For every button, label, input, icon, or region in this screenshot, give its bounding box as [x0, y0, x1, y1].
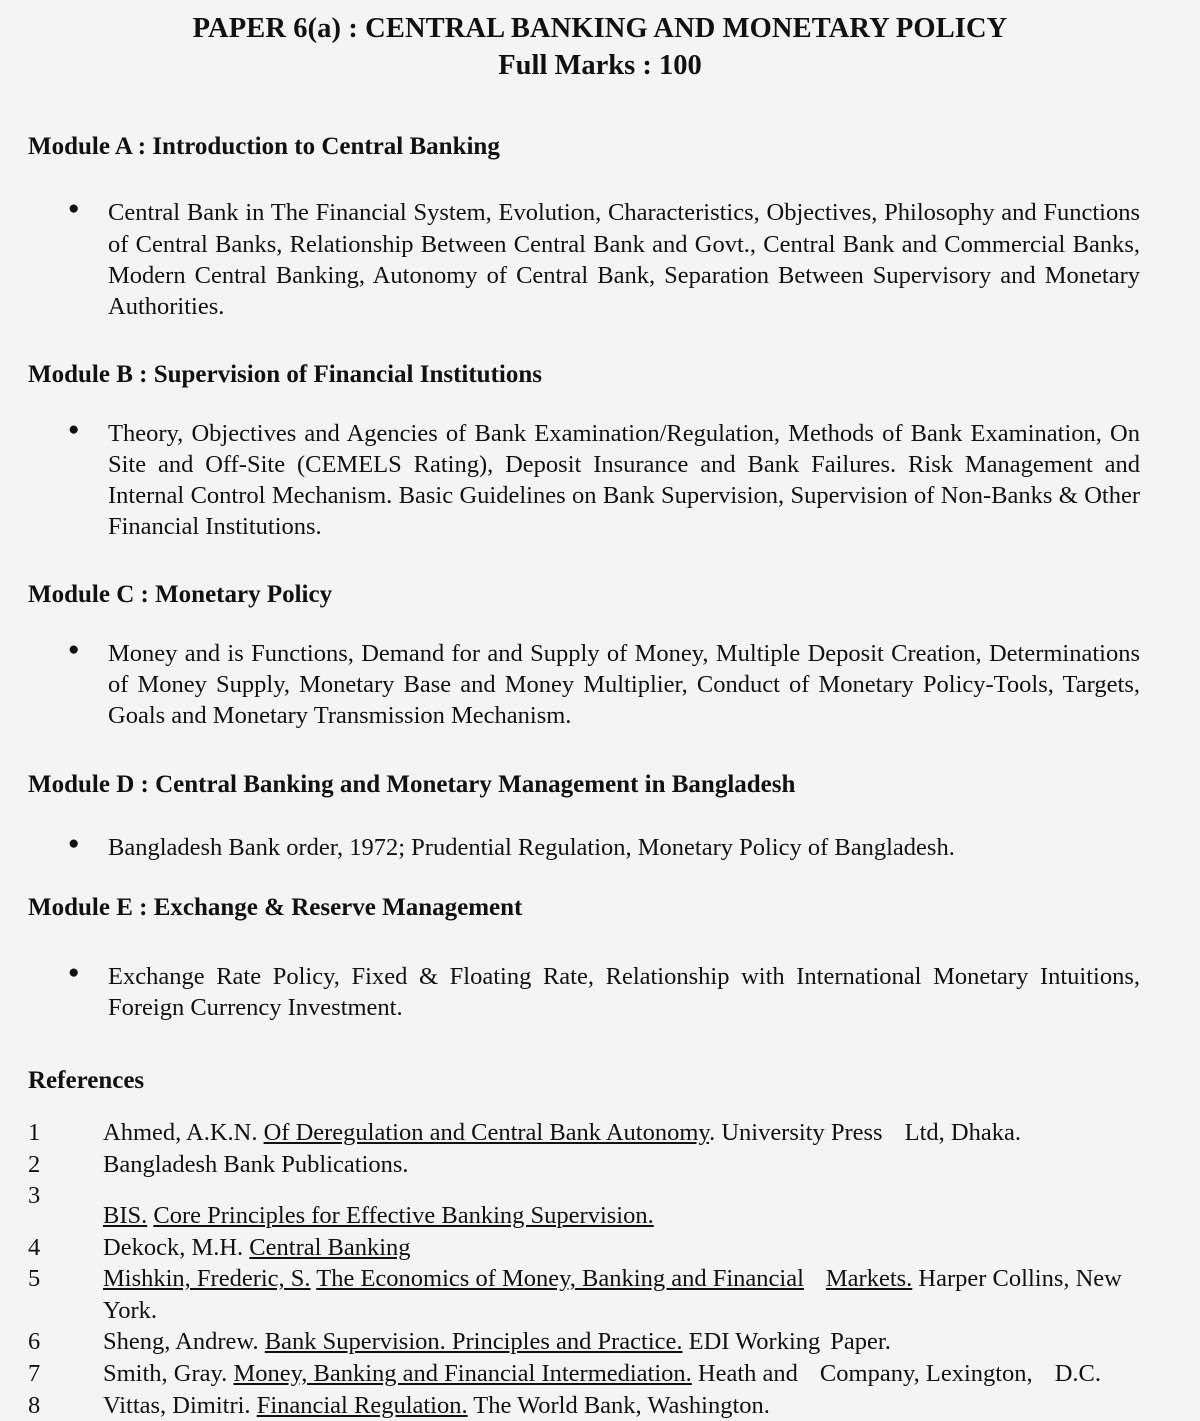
- reference-item: [0, 1358, 1200, 1390]
- reference-title-underlined: Financial Regulation.: [256, 1391, 468, 1419]
- reference-text: [103, 1151, 409, 1178]
- reference-text-segment: Company, Lexington,: [819, 1360, 1033, 1388]
- bullet-point-icon: ●: [68, 418, 80, 440]
- references-section: [0, 1023, 1200, 1421]
- page-title: PAPER 6(a) : CENTRAL BANKING AND MONETARY POLICY: [192, 13, 1008, 44]
- module-section-b: [0, 322, 1200, 542]
- module-section-e: [0, 863, 1200, 1023]
- reference-title-underlined: Markets.: [825, 1265, 913, 1293]
- module-bullet: [0, 800, 1200, 863]
- reference-title-underlined: Mishkin, Frederic, S.: [103, 1265, 311, 1293]
- reference-number: 7: [28, 1360, 41, 1388]
- reference-text: [103, 1328, 891, 1355]
- module-section-a: [0, 83, 1200, 321]
- reference-number: 1: [28, 1118, 41, 1146]
- bullet-point-icon: ●: [68, 198, 80, 220]
- reference-number: 4: [28, 1233, 41, 1261]
- reference-item: [0, 1180, 1200, 1232]
- reference-text-segment: Paper.: [830, 1328, 891, 1356]
- reference-number: 5: [28, 1265, 41, 1293]
- reference-number: 8: [28, 1391, 41, 1419]
- reference-title-underlined: BIS.: [103, 1202, 148, 1230]
- module-bullet: [0, 162, 1200, 321]
- title-block: [0, 0, 1200, 83]
- module-bullet-text: Theory, Objectives and Agencies of Bank Examination/Regulation, Methods of Bank Examination, On Site and Off-Site (CEMELS Rating), Deposit Insurance and Bank Failures. Risk Management and Internal Control Mechanism. Basic Guidelines on Bank Supervision, Supervision of Non-Banks & Other Financial Institutions.: [108, 419, 1140, 541]
- module-bullet: [0, 923, 1200, 1023]
- reference-item: [0, 1149, 1200, 1181]
- reference-text: [103, 1234, 411, 1261]
- bullet-point-icon: ●: [68, 639, 80, 661]
- reference-text-segment: Sheng, Andrew.: [103, 1328, 265, 1356]
- references-heading: References: [28, 1066, 145, 1094]
- bullet-point-icon: ●: [68, 961, 80, 983]
- reference-text-segment: Ltd, Dhaka.: [904, 1118, 1021, 1146]
- reference-number: 6: [28, 1328, 41, 1356]
- module-bullet-text: Central Bank in The Financial System, Evolution, Characteristics, Objectives, Philosophy and Functions of Central Banks, Relationship Between Central Bank and Govt., Central Bank and Commercial Banks, Modern Central Banking, Autonomy of Central Bank, Separation Between Supervisory and Monetary Authorities.: [108, 199, 1140, 320]
- module-bullet-list: [0, 390, 1200, 542]
- module-heading: Module A : Introduction to Central Banking: [28, 133, 500, 161]
- reference-item: [0, 1263, 1200, 1326]
- modules-container: [0, 83, 1200, 1023]
- module-bullet-list: [0, 162, 1200, 321]
- module-bullet-text: Money and is Functions, Demand for and Supply of Money, Multiple Deposit Creation, Determinations of Money Supply, Monetary Base and Money Multiplier, Conduct of Monetary Policy-Tools, Targets, Goals and Monetary Transmission Mechanism.: [108, 640, 1140, 730]
- module-heading: Module D : Central Banking and Monetary Management in Bangladesh: [28, 770, 796, 798]
- module-bullet-list: [0, 800, 1200, 863]
- reference-text-segment: D.C.: [1054, 1360, 1101, 1388]
- reference-text-segment: EDI Working: [682, 1328, 821, 1356]
- bullet-point-icon: ●: [68, 832, 80, 854]
- reference-item: [0, 1390, 1200, 1421]
- reference-title-underlined: The Economics of Money, Banking and Financial: [316, 1265, 804, 1293]
- reference-title-underlined: Central Banking: [249, 1233, 411, 1261]
- module-heading: Module C : Monetary Policy: [28, 581, 333, 609]
- module-bullet-list: [0, 610, 1200, 731]
- module-bullet-list: [0, 923, 1200, 1023]
- reference-title-underlined: Bank Supervision. Principles and Practice.: [264, 1328, 683, 1356]
- reference-title-underlined: Money, Banking and Financial Intermediation.: [233, 1360, 692, 1388]
- reference-text-segment: Heath and: [691, 1360, 798, 1388]
- reference-item: [0, 1326, 1200, 1358]
- reference-text-segment: Ahmed, A.K.N.: [103, 1118, 264, 1146]
- reference-title-underlined: Of Deregulation and Central Bank Autonomy: [263, 1118, 710, 1146]
- reference-text-segment: Bangladesh Bank Publications.: [103, 1150, 409, 1178]
- reference-text-segment: Dekock, M.H.: [103, 1233, 250, 1261]
- reference-item: [0, 1117, 1200, 1149]
- reference-number: 3: [28, 1182, 41, 1210]
- reference-text-segment: Harper Collins, New York.: [103, 1265, 1122, 1324]
- module-bullet-text: Exchange Rate Policy, Fixed & Floating Rate, Relationship with International Monetary Intuitions, Foreign Currency Investment.: [108, 962, 1140, 1021]
- module-bullet-text: Bangladesh Bank order, 1972; Prudential Regulation, Monetary Policy of Bangladesh.: [108, 833, 955, 861]
- module-bullet: [0, 390, 1200, 542]
- references-list: [0, 1095, 1200, 1421]
- module-section-c: [0, 542, 1200, 731]
- reference-item: [0, 1232, 1200, 1264]
- reference-number: 2: [28, 1150, 41, 1178]
- full-marks-subtitle: Full Marks : 100: [498, 49, 702, 81]
- reference-text: [103, 1202, 654, 1229]
- reference-text-segment: . University Press: [709, 1118, 883, 1146]
- reference-text-segment: Vittas, Dimitri.: [103, 1391, 257, 1419]
- reference-text: [103, 1119, 1021, 1146]
- module-heading: Module B : Supervision of Financial Institutions: [28, 360, 542, 388]
- module-bullet: [0, 610, 1200, 731]
- reference-text: [103, 1360, 1101, 1387]
- reference-text-segment: The World Bank, Washington.: [467, 1391, 770, 1419]
- module-heading: Module E : Exchange & Reserve Management: [28, 893, 523, 921]
- module-section-d: [0, 732, 1200, 863]
- reference-text: [103, 1265, 1122, 1324]
- reference-title-underlined: Core Principles for Effective Banking Supervision.: [153, 1202, 654, 1230]
- reference-text: [103, 1392, 770, 1419]
- reference-text-segment: Smith, Gray.: [103, 1360, 234, 1388]
